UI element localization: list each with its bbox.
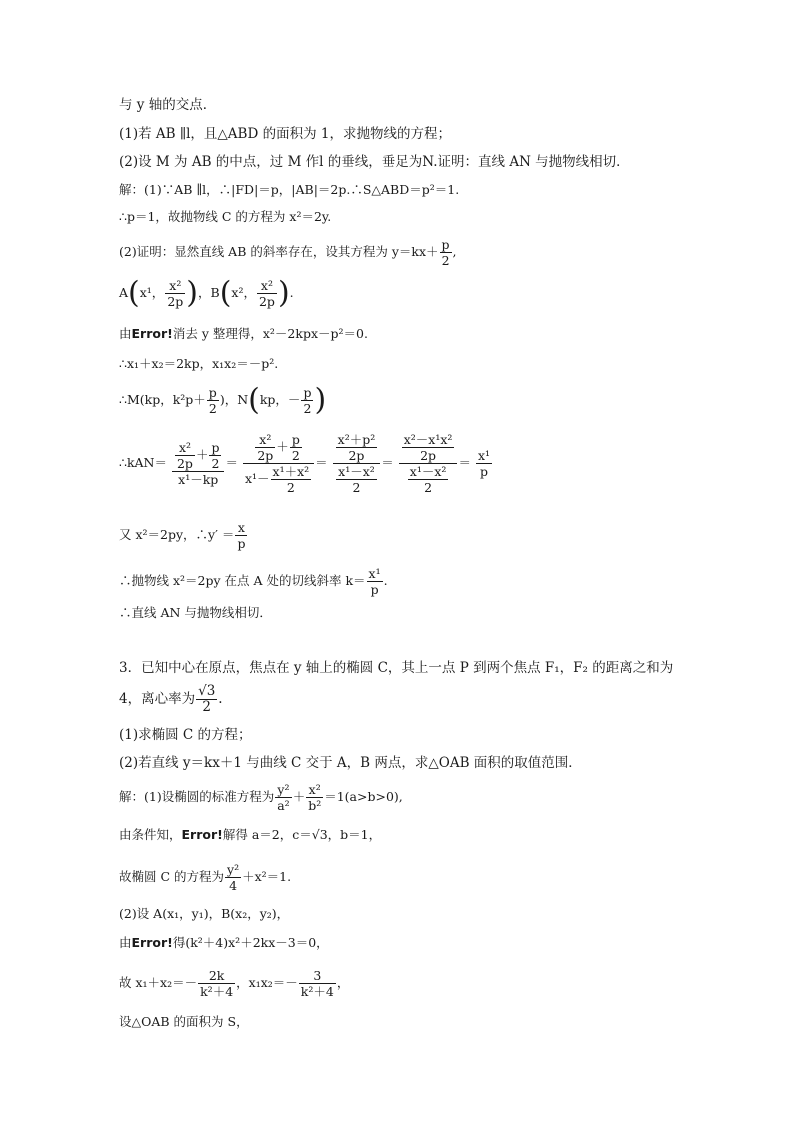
error-placeholder: Error! [181,827,223,842]
solution-line: (2)设 A(x₁，y₁)，B(x₂，y₂)， [119,906,290,921]
text: , [452,244,457,259]
error-placeholder: Error! [131,326,173,341]
problem-3-statement [119,684,223,715]
numerator: 2k [208,968,225,983]
numerator: p [208,385,217,400]
solution-line [119,520,248,551]
numerator: x¹－x² [338,464,375,479]
denominator [399,463,458,495]
numerator [399,432,458,463]
fraction [399,432,458,495]
text: 故椭圆 C 的方程为 [119,869,225,884]
numerator: x²－x¹x² [403,432,453,447]
denominator: x¹－kp [172,471,225,487]
numerator: x¹＋x² [272,464,310,479]
solution-line: ∴x₁＋x₂＝2kp，x₁x₂＝－p². [119,356,279,371]
fraction [333,432,381,495]
denominator: 2p [258,294,275,309]
denominator: 2p [336,447,378,463]
numerator: x² [259,432,272,447]
fraction [476,448,492,479]
fraction [440,237,452,268]
solution-line [119,862,291,893]
fraction [165,278,185,309]
fraction [207,385,219,416]
numerator: x² [260,278,273,293]
numerator: 3 [313,968,322,983]
fraction [235,520,247,551]
text: x¹－ [244,471,270,486]
text: (2)证明：显然直线 AB 的斜率存在，设其方程为 y＝kx＋ [119,244,439,259]
solution-line: 解：(1)∵AB ∥l，∴|FD|＝p，|AB|＝2p.∴S△ABD＝p²＝1. [119,182,460,197]
solution-line-kan [119,432,493,495]
numerator: √3 [198,683,216,699]
text: 消去 y 整理得，x²－2kpx－p²＝0. [172,326,368,341]
fraction [257,278,277,309]
denominator: 2p [402,447,455,463]
numerator: y² [227,862,240,877]
solution-line: ∴直线 AN 与抛物线相切． [119,605,272,620]
text: ＝ [315,455,328,470]
text: ＝1(a>b>0), [324,789,403,804]
denominator: p [237,536,246,551]
numerator: x²＋p² [337,432,376,447]
numerator: x² [169,278,182,293]
numerator [333,432,381,463]
denominator: a² [277,798,290,813]
text: . [289,285,294,300]
text: 故 x₁＋x₂＝－ [119,975,198,990]
numerator: p [303,385,312,400]
text: ∴kAN＝ [119,455,167,470]
text-line: 与 y 轴的交点． [119,97,217,113]
text: x²， [231,285,256,300]
question-part-2: (2)设 M 为 AB 的中点，过 M 作l 的垂线，垂足为N.证明：直线 AN 与抛物线相切． [119,154,630,170]
text: ＋ [195,447,209,462]
text: ＝ [458,455,471,470]
solution-line: 设△OAB 的面积为 S， [119,1014,249,1029]
solution-line [119,566,388,597]
denominator: 2p [167,294,184,309]
error-placeholder: Error! [131,935,173,950]
fraction [225,862,241,893]
numerator: x¹ [368,566,381,581]
text: 得(k²＋4)x²＋2kx－3＝0， [172,935,329,950]
solution-line [119,782,403,813]
text: 由条件知， [119,827,182,842]
denominator: 2 [209,455,221,471]
numerator: p [441,237,450,252]
question-part-1: (1)若 AB ∥l，且△ABD 的面积为 1，求抛物线的方程； [119,126,451,142]
question-part-2: (2)若直线 y＝kx＋1 与曲线 C 交于 A，B 两点，求△OAB 面积的取值范围． [119,755,582,771]
text: 4，离心率为 [119,691,196,707]
right-paren: ) [314,382,327,418]
text: ，x₁x₂＝－ [236,975,298,990]
solution-line [119,826,381,844]
fraction [275,782,291,813]
fraction [196,684,217,715]
denominator: 2 [301,400,313,416]
text: 解：(1)设椭圆的标准方程为 [119,789,275,804]
text: 由 [119,326,132,341]
fraction [172,440,225,487]
text: ＋ [276,439,289,454]
right-paren: ) [277,275,290,311]
problem-3-statement: 3．已知中心在原点，焦点在 y 轴上的椭圆 C，其上一点 P 到两个焦点 F₁，F₂ 的距离之和为 [119,660,674,676]
solution-line [119,325,368,343]
denominator: 2 [207,400,219,416]
left-paren: ( [219,275,232,311]
numerator: y² [277,782,290,797]
numerator: x² [308,782,321,797]
text: ＋ [292,789,306,804]
numerator: p [291,432,300,447]
fraction [198,968,235,999]
denominator [333,463,381,495]
text: kp，－ [259,392,301,407]
left-paren: ( [128,275,140,311]
denominator: 2 [271,479,312,495]
question-part-1: (1)求椭圆 C 的方程； [119,727,252,743]
solution-line [119,382,327,418]
denominator: k²＋4 [300,984,334,999]
text: x¹， [139,285,165,300]
denominator [243,463,314,495]
denominator: p [476,463,492,479]
numerator: x² [178,440,191,455]
text: ， [336,975,350,990]
denominator: p [367,581,383,597]
text: 解得 a＝2，c＝√3，b＝1， [222,827,382,842]
text: . [218,691,223,707]
numerator: x¹－x² [409,464,447,479]
solution-line: ∴p＝1，故抛物线 C 的方程为 x²＝2y. [119,209,332,224]
numerator: p [211,440,220,455]
numerator [243,432,314,463]
solution-line [119,934,329,952]
numerator: x [237,520,245,535]
fraction [306,782,323,813]
fraction [299,968,336,999]
text: 由 [119,935,132,950]
text: )，N [219,392,249,407]
text: ＝ [225,455,238,470]
denominator: 2p [176,456,193,471]
denominator: 2p [257,448,274,463]
text: ＋x²＝1. [242,869,292,884]
solution-line [119,237,457,268]
text: ＝ [381,455,394,470]
denominator: b² [308,798,322,813]
numerator [172,440,225,471]
right-paren: ) [186,275,198,311]
numerator: x¹ [477,448,490,463]
denominator: 4 [225,877,241,893]
fraction [367,566,383,597]
fraction [301,385,313,416]
text: 又 x²＝2py，∴y′ ＝ [119,527,235,542]
denominator: 2 [196,699,217,715]
fraction [243,432,314,495]
text: ∴抛物线 x²＝2py 在点 A 处的切线斜率 k＝ [119,573,366,588]
text: A [119,285,129,300]
denominator: 2 [336,479,377,495]
denominator: k²＋4 [200,984,234,999]
denominator: 2 [290,447,302,463]
denominator: 2 [408,479,449,495]
solution-line [119,968,349,999]
left-paren: ( [248,382,260,418]
denominator: 2 [440,252,452,268]
text: ，B [198,285,220,300]
solution-line [119,275,294,311]
text: ∴M(kp，k²p＋ [119,392,206,407]
text: . [383,573,388,588]
